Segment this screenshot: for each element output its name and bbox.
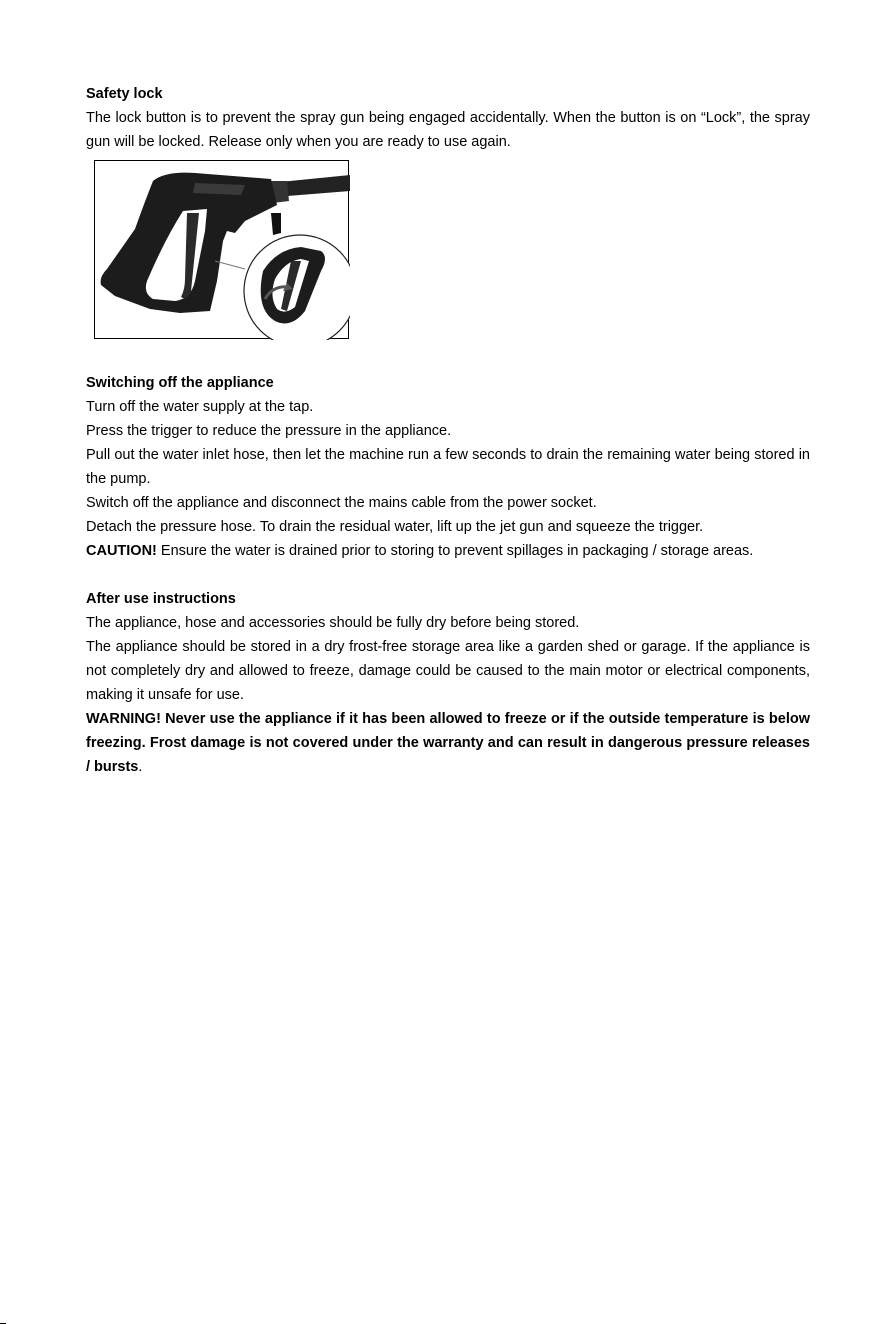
after-use-heading: After use instructions bbox=[86, 591, 236, 607]
caution-line bbox=[86, 539, 810, 563]
caution-text: Ensure the water is drained prior to storing to prevent spillages in packaging / storage areas. bbox=[156, 543, 754, 559]
caution-label: CAUTION! bbox=[86, 543, 157, 559]
safety-lock-paragraph: The lock button is to prevent the spray gun being engaged accidentally. When the button is on “Lock”, the spray gun will be locked. Release only when you are ready to use again. bbox=[86, 110, 810, 150]
switching-off-line: Press the trigger to reduce the pressure in the appliance. bbox=[86, 423, 452, 439]
safety-lock-heading: Safety lock bbox=[86, 86, 163, 102]
document-page bbox=[86, 82, 810, 779]
warning-paragraph bbox=[86, 707, 810, 779]
warning-tail: . bbox=[138, 759, 143, 775]
spray-gun-figure bbox=[94, 160, 349, 339]
switching-off-heading: Switching off the appliance bbox=[86, 375, 274, 391]
spray-gun-illustration-icon bbox=[95, 161, 350, 340]
after-use-line: The appliance should be stored in a dry frost-free storage area like a garden shed or garage. If the appliance is not completely dry and allowed to freeze, damage could be caused to the main motor or electrical components, making it unsafe for use. bbox=[86, 639, 810, 703]
after-use-line: The appliance, hose and accessories should be fully dry before being stored. bbox=[86, 615, 580, 631]
warning-text: WARNING! Never use the appliance if it has been allowed to freeze or if the outside temperature is below freezing. Frost damage is not covered under the warranty and can result in dangerous pressure releases / bursts bbox=[86, 711, 810, 775]
switching-off-line: Turn off the water supply at the tap. bbox=[86, 399, 314, 415]
switching-off-line: Switch off the appliance and disconnect the mains cable from the power socket. bbox=[86, 495, 597, 511]
switching-off-line: Pull out the water inlet hose, then let the machine run a few seconds to drain the remaining water being stored in the pump. bbox=[86, 447, 810, 487]
switching-off-line: Detach the pressure hose. To drain the residual water, lift up the jet gun and squeeze the trigger. bbox=[86, 519, 704, 535]
